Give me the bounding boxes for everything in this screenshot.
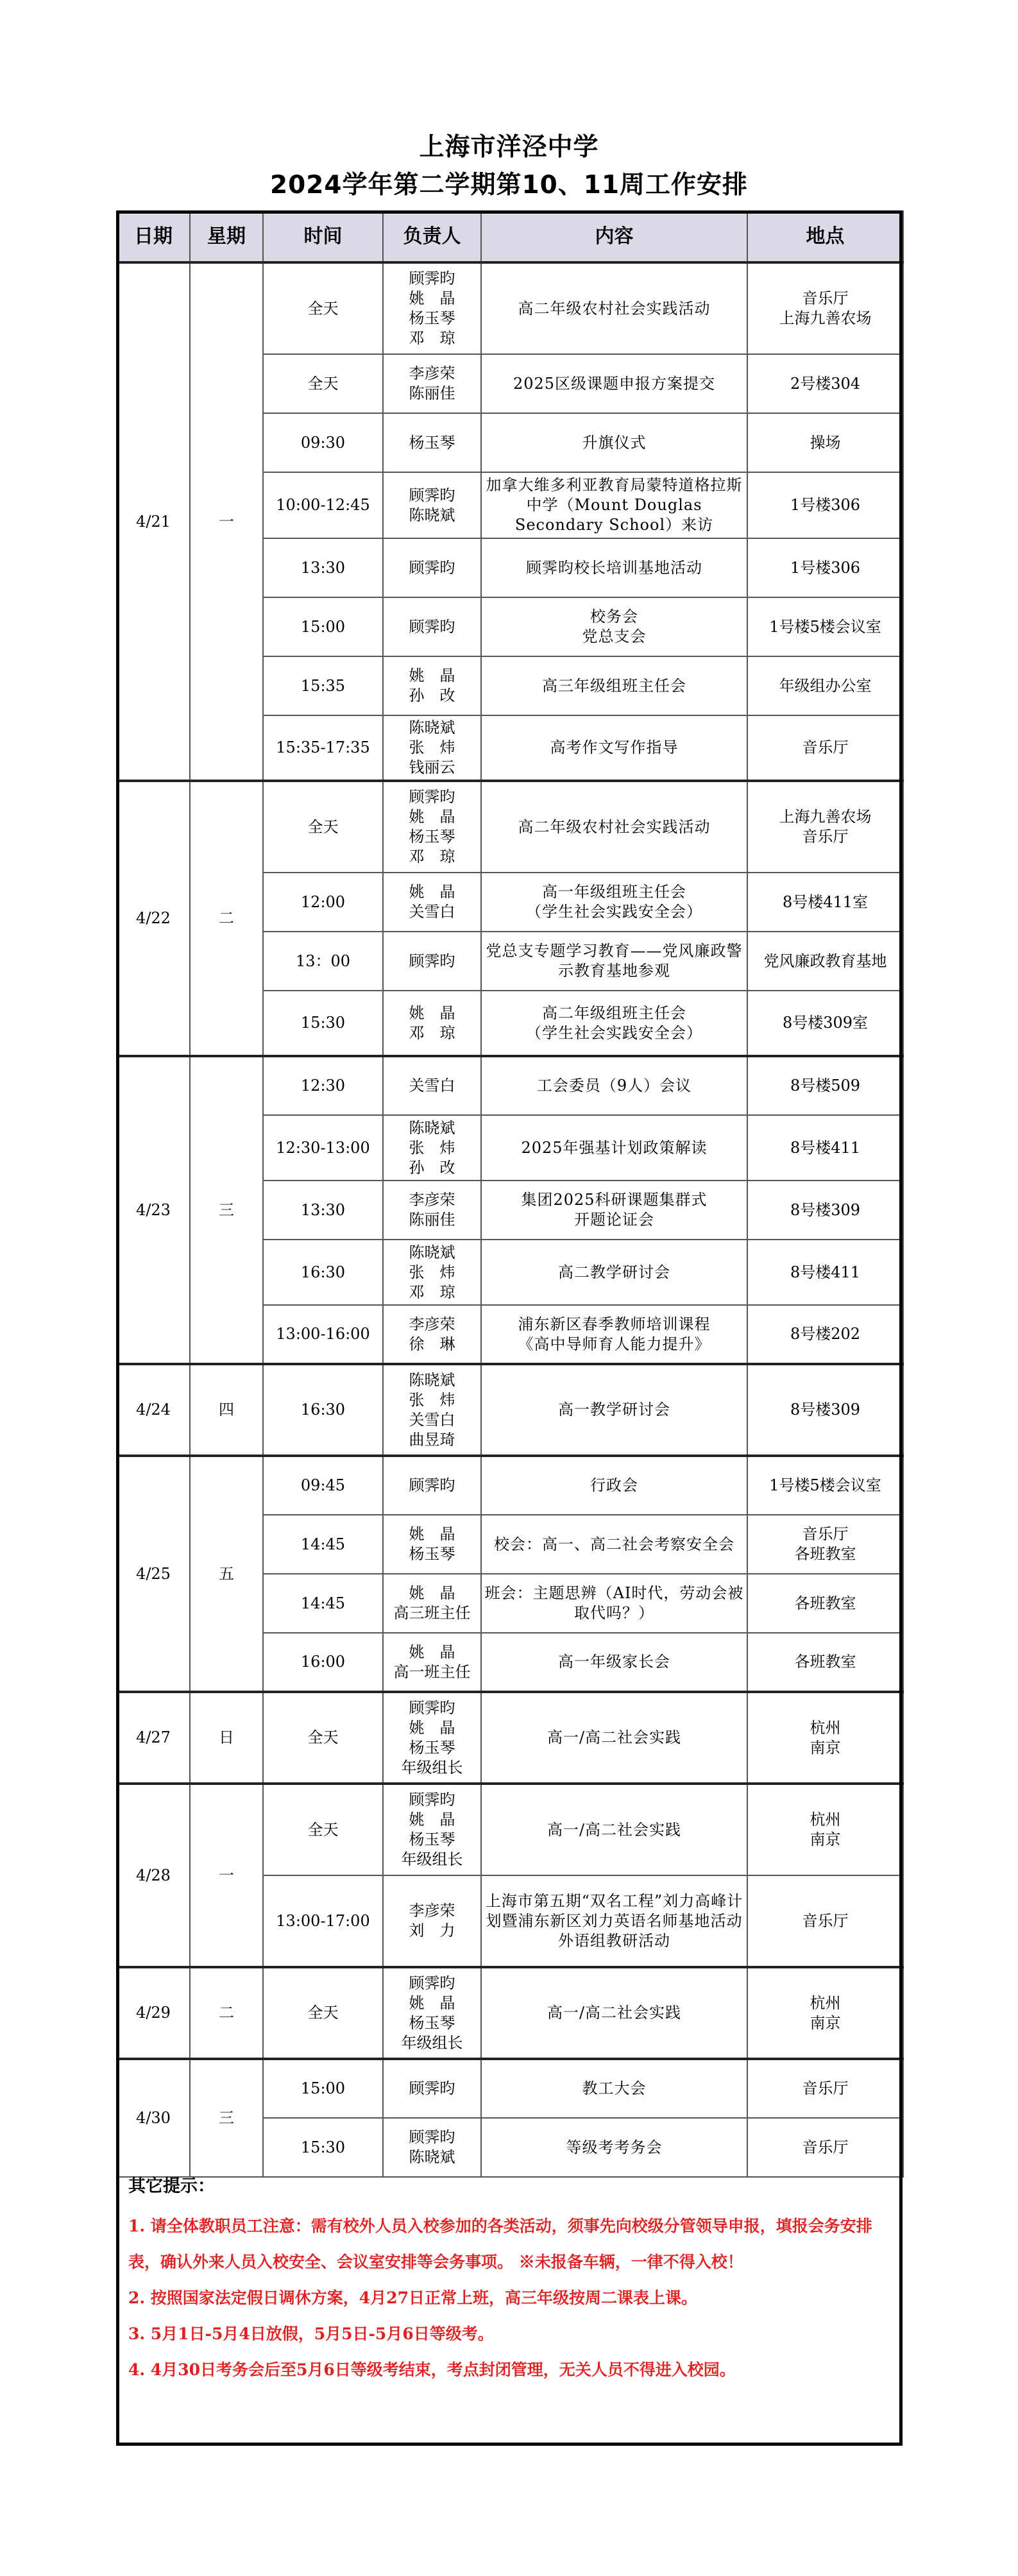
time-cell: 13:00-17:00 <box>263 1875 383 1967</box>
time-cell: 12:30 <box>263 1056 383 1115</box>
header-place: 地点 <box>747 211 903 262</box>
time-cell: 15:30 <box>263 2118 383 2177</box>
content-cell: 班会：主题思辨（AI时代，劳动会被取代吗？） <box>481 1574 747 1633</box>
time-cell: 15:00 <box>263 2059 383 2118</box>
date-cell: 4/27 <box>117 1692 190 1784</box>
place-cell: 音乐厅 上海九善农场 <box>747 262 903 354</box>
place-cell: 8号楼309 <box>747 1364 903 1456</box>
time-cell: 15:30 <box>263 991 383 1056</box>
person-cell: 李彦荣 刘 力 <box>383 1875 481 1967</box>
content-cell: 高一年级组班主任会 （学生社会实践安全会） <box>481 873 747 932</box>
schedule-title: 2024学年第二学期第10、11周工作安排 <box>269 171 749 200</box>
content-cell: 高二年级农村社会实践活动 <box>481 781 747 873</box>
weekday-cell: 日 <box>190 1692 263 1784</box>
content-cell: 集团2025科研课题集群式 开题论证会 <box>481 1181 747 1240</box>
time-cell: 15:35-17:35 <box>263 715 383 781</box>
person-cell: 李彦荣 徐 琳 <box>383 1305 481 1364</box>
content-cell: 党总支专题学习教育——党风廉政警示教育基地参观 <box>481 932 747 991</box>
place-cell: 1号楼306 <box>747 538 903 597</box>
date-cell: 4/23 <box>117 1056 190 1364</box>
time-cell: 13:30 <box>263 538 383 597</box>
time-cell: 09:30 <box>263 413 383 472</box>
outer-frame <box>116 210 903 2446</box>
person-cell: 姚 晶 高一班主任 <box>383 1633 481 1692</box>
header-person: 负责人 <box>383 211 481 262</box>
note-item: 3. 5月1日-5月4日放假，5月5日-5月6日等级考。 <box>128 2324 494 2343</box>
person-cell: 姚 晶 邓 琼 <box>383 991 481 1056</box>
place-cell: 上海九善农场 音乐厅 <box>747 781 903 873</box>
content-cell: 上海市第五期“双名工程”刘力高峰计划暨浦东新区刘力英语名师基地活动 外语组教研活动 <box>481 1875 747 1967</box>
weekday-cell: 一 <box>190 1784 263 1967</box>
person-cell: 顾霁昀 <box>383 597 481 656</box>
person-cell: 陈晓斌 张 炜 孙 改 <box>383 1115 481 1181</box>
content-cell: 高一/高二社会实践 <box>481 1784 747 1875</box>
place-cell: 杭州 南京 <box>747 1692 903 1784</box>
place-cell: 各班教室 <box>747 1574 903 1633</box>
place-cell: 音乐厅 <box>747 1875 903 1967</box>
date-cell: 4/24 <box>117 1364 190 1456</box>
person-cell: 顾霁昀 <box>383 1456 481 1515</box>
time-cell: 14:45 <box>263 1574 383 1633</box>
time-cell: 16:30 <box>263 1240 383 1305</box>
content-cell: 高一/高二社会实践 <box>481 1692 747 1784</box>
content-cell: 校务会 党总支会 <box>481 597 747 656</box>
header-weekday: 星期 <box>190 211 263 262</box>
person-cell: 顾霁昀 陈晓斌 <box>383 2118 481 2177</box>
time-cell: 12:00 <box>263 873 383 932</box>
content-cell: 等级考考务会 <box>481 2118 747 2177</box>
place-cell: 8号楼309室 <box>747 991 903 1056</box>
weekday-cell: 四 <box>190 1364 263 1456</box>
place-cell: 音乐厅 <box>747 2118 903 2177</box>
person-cell: 顾霁昀 姚 晶 杨玉琴 年级组长 <box>383 1692 481 1784</box>
content-cell: 高三年级组班主任会 <box>481 656 747 715</box>
date-cell: 4/30 <box>117 2059 190 2177</box>
content-cell: 2025区级课题申报方案提交 <box>481 354 747 413</box>
note-item: 4. 4月30日考务会后至5月6日等级考结束，考点封闭管理，无关人员不得进入校园。 <box>128 2360 736 2379</box>
header-date: 日期 <box>117 211 190 262</box>
time-cell: 15:00 <box>263 597 383 656</box>
person-cell: 杨玉琴 <box>383 413 481 472</box>
place-cell: 年级组办公室 <box>747 656 903 715</box>
person-cell: 姚 晶 高三班主任 <box>383 1574 481 1633</box>
content-cell: 2025年强基计划政策解读 <box>481 1115 747 1181</box>
time-cell: 12:30-13:00 <box>263 1115 383 1181</box>
person-cell: 顾霁昀 <box>383 538 481 597</box>
place-cell: 8号楼509 <box>747 1056 903 1115</box>
time-cell: 全天 <box>263 262 383 354</box>
content-cell: 加拿大维多利亚教育局蒙特道格拉斯中学（Mount Douglas Secondary School）来访 <box>481 472 747 538</box>
place-cell: 各班教室 <box>747 1633 903 1692</box>
content-cell: 高二年级组班主任会 （学生社会实践安全会） <box>481 991 747 1056</box>
date-cell: 4/25 <box>117 1456 190 1692</box>
time-cell: 全天 <box>263 1784 383 1875</box>
place-cell: 8号楼202 <box>747 1305 903 1364</box>
time-cell: 全天 <box>263 781 383 873</box>
place-cell: 党风廉政教育基地 <box>747 932 903 991</box>
place-cell: 音乐厅 各班教室 <box>747 1515 903 1574</box>
place-cell: 1号楼306 <box>747 472 903 538</box>
time-cell: 全天 <box>263 1967 383 2059</box>
time-cell: 13:30 <box>263 1181 383 1240</box>
time-cell: 16:30 <box>263 1364 383 1456</box>
person-cell: 姚 晶 关雪白 <box>383 873 481 932</box>
place-cell: 音乐厅 <box>747 715 903 781</box>
place-cell: 音乐厅 <box>747 2059 903 2118</box>
person-cell: 顾霁昀 姚 晶 杨玉琴 年级组长 <box>383 1784 481 1875</box>
person-cell: 陈晓斌 张 炜 钱丽云 <box>383 715 481 781</box>
person-cell: 顾霁昀 陈晓斌 <box>383 472 481 538</box>
person-cell: 陈晓斌 张 炜 关雪白 曲昱琦 <box>383 1364 481 1456</box>
content-cell: 教工大会 <box>481 2059 747 2118</box>
place-cell: 操场 <box>747 413 903 472</box>
person-cell: 李彦荣 陈丽佳 <box>383 354 481 413</box>
school-name-title: 上海市洋泾中学 <box>419 133 599 162</box>
time-cell: 14:45 <box>263 1515 383 1574</box>
place-cell: 杭州 南京 <box>747 1967 903 2059</box>
content-cell: 行政会 <box>481 1456 747 1515</box>
content-cell: 校会：高一、高二社会考察安全会 <box>481 1515 747 1574</box>
weekday-cell: 五 <box>190 1456 263 1692</box>
person-cell: 顾霁昀 姚 晶 杨玉琴 邓 琼 <box>383 262 481 354</box>
time-cell: 16:00 <box>263 1633 383 1692</box>
notes-title: 其它提示： <box>128 2176 215 2196</box>
place-cell: 杭州 南京 <box>747 1784 903 1875</box>
content-cell: 高一教学研讨会 <box>481 1364 747 1456</box>
place-cell: 1号楼5楼会议室 <box>747 597 903 656</box>
content-cell: 高一年级家长会 <box>481 1633 747 1692</box>
person-cell: 顾霁昀 <box>383 2059 481 2118</box>
place-cell: 8号楼411 <box>747 1115 903 1181</box>
date-cell: 4/22 <box>117 781 190 1056</box>
weekday-cell: 三 <box>190 2059 263 2177</box>
time-cell: 10:00-12:45 <box>263 472 383 538</box>
content-cell: 顾霁昀校长培训基地活动 <box>481 538 747 597</box>
content-cell: 工会委员（9人）会议 <box>481 1056 747 1115</box>
header-time: 时间 <box>263 211 383 262</box>
person-cell: 陈晓斌 张 炜 邓 琼 <box>383 1240 481 1305</box>
place-cell: 2号楼304 <box>747 354 903 413</box>
note-item: 1. 请全体教职员工注意：需有校外人员入校参加的各类活动，须事先向校级分管领导申报，填报会务安排表，确认外来人员入校安全、会议室安排等会务事项。 ※未报备车辆，一律不得入校！ <box>128 2217 872 2271</box>
time-cell: 13:00-16:00 <box>263 1305 383 1364</box>
weekday-cell: 二 <box>190 781 263 1056</box>
date-cell: 4/29 <box>117 1967 190 2059</box>
place-cell: 8号楼309 <box>747 1181 903 1240</box>
content-cell: 升旗仪式 <box>481 413 747 472</box>
weekday-cell: 一 <box>190 262 263 781</box>
person-cell: 顾霁昀 <box>383 932 481 991</box>
time-cell: 13：00 <box>263 932 383 991</box>
content-cell: 高二年级农村社会实践活动 <box>481 262 747 354</box>
weekday-cell: 二 <box>190 1967 263 2059</box>
place-cell: 8号楼411室 <box>747 873 903 932</box>
person-cell: 姚 晶 孙 改 <box>383 656 481 715</box>
place-cell: 1号楼5楼会议室 <box>747 1456 903 1515</box>
content-cell: 高一/高二社会实践 <box>481 1967 747 2059</box>
date-cell: 4/28 <box>117 1784 190 1967</box>
time-cell: 全天 <box>263 354 383 413</box>
time-cell: 09:45 <box>263 1456 383 1515</box>
content-cell: 浦东新区春季教师培训课程 《高中导师育人能力提升》 <box>481 1305 747 1364</box>
header-content: 内容 <box>481 211 747 262</box>
time-cell: 全天 <box>263 1692 383 1784</box>
content-cell: 高二教学研讨会 <box>481 1240 747 1305</box>
note-item: 2. 按照国家法定假日调休方案，4月27日正常上班，高三年级按周二课表上课。 <box>128 2289 697 2307</box>
weekday-cell: 三 <box>190 1056 263 1364</box>
person-cell: 顾霁昀 姚 晶 杨玉琴 邓 琼 <box>383 781 481 873</box>
place-cell: 8号楼411 <box>747 1240 903 1305</box>
person-cell: 顾霁昀 姚 晶 杨玉琴 年级组长 <box>383 1967 481 2059</box>
person-cell: 姚 晶 杨玉琴 <box>383 1515 481 1574</box>
time-cell: 15:35 <box>263 656 383 715</box>
person-cell: 关雪白 <box>383 1056 481 1115</box>
date-cell: 4/21 <box>117 262 190 781</box>
person-cell: 李彦荣 陈丽佳 <box>383 1181 481 1240</box>
content-cell: 高考作文写作指导 <box>481 715 747 781</box>
